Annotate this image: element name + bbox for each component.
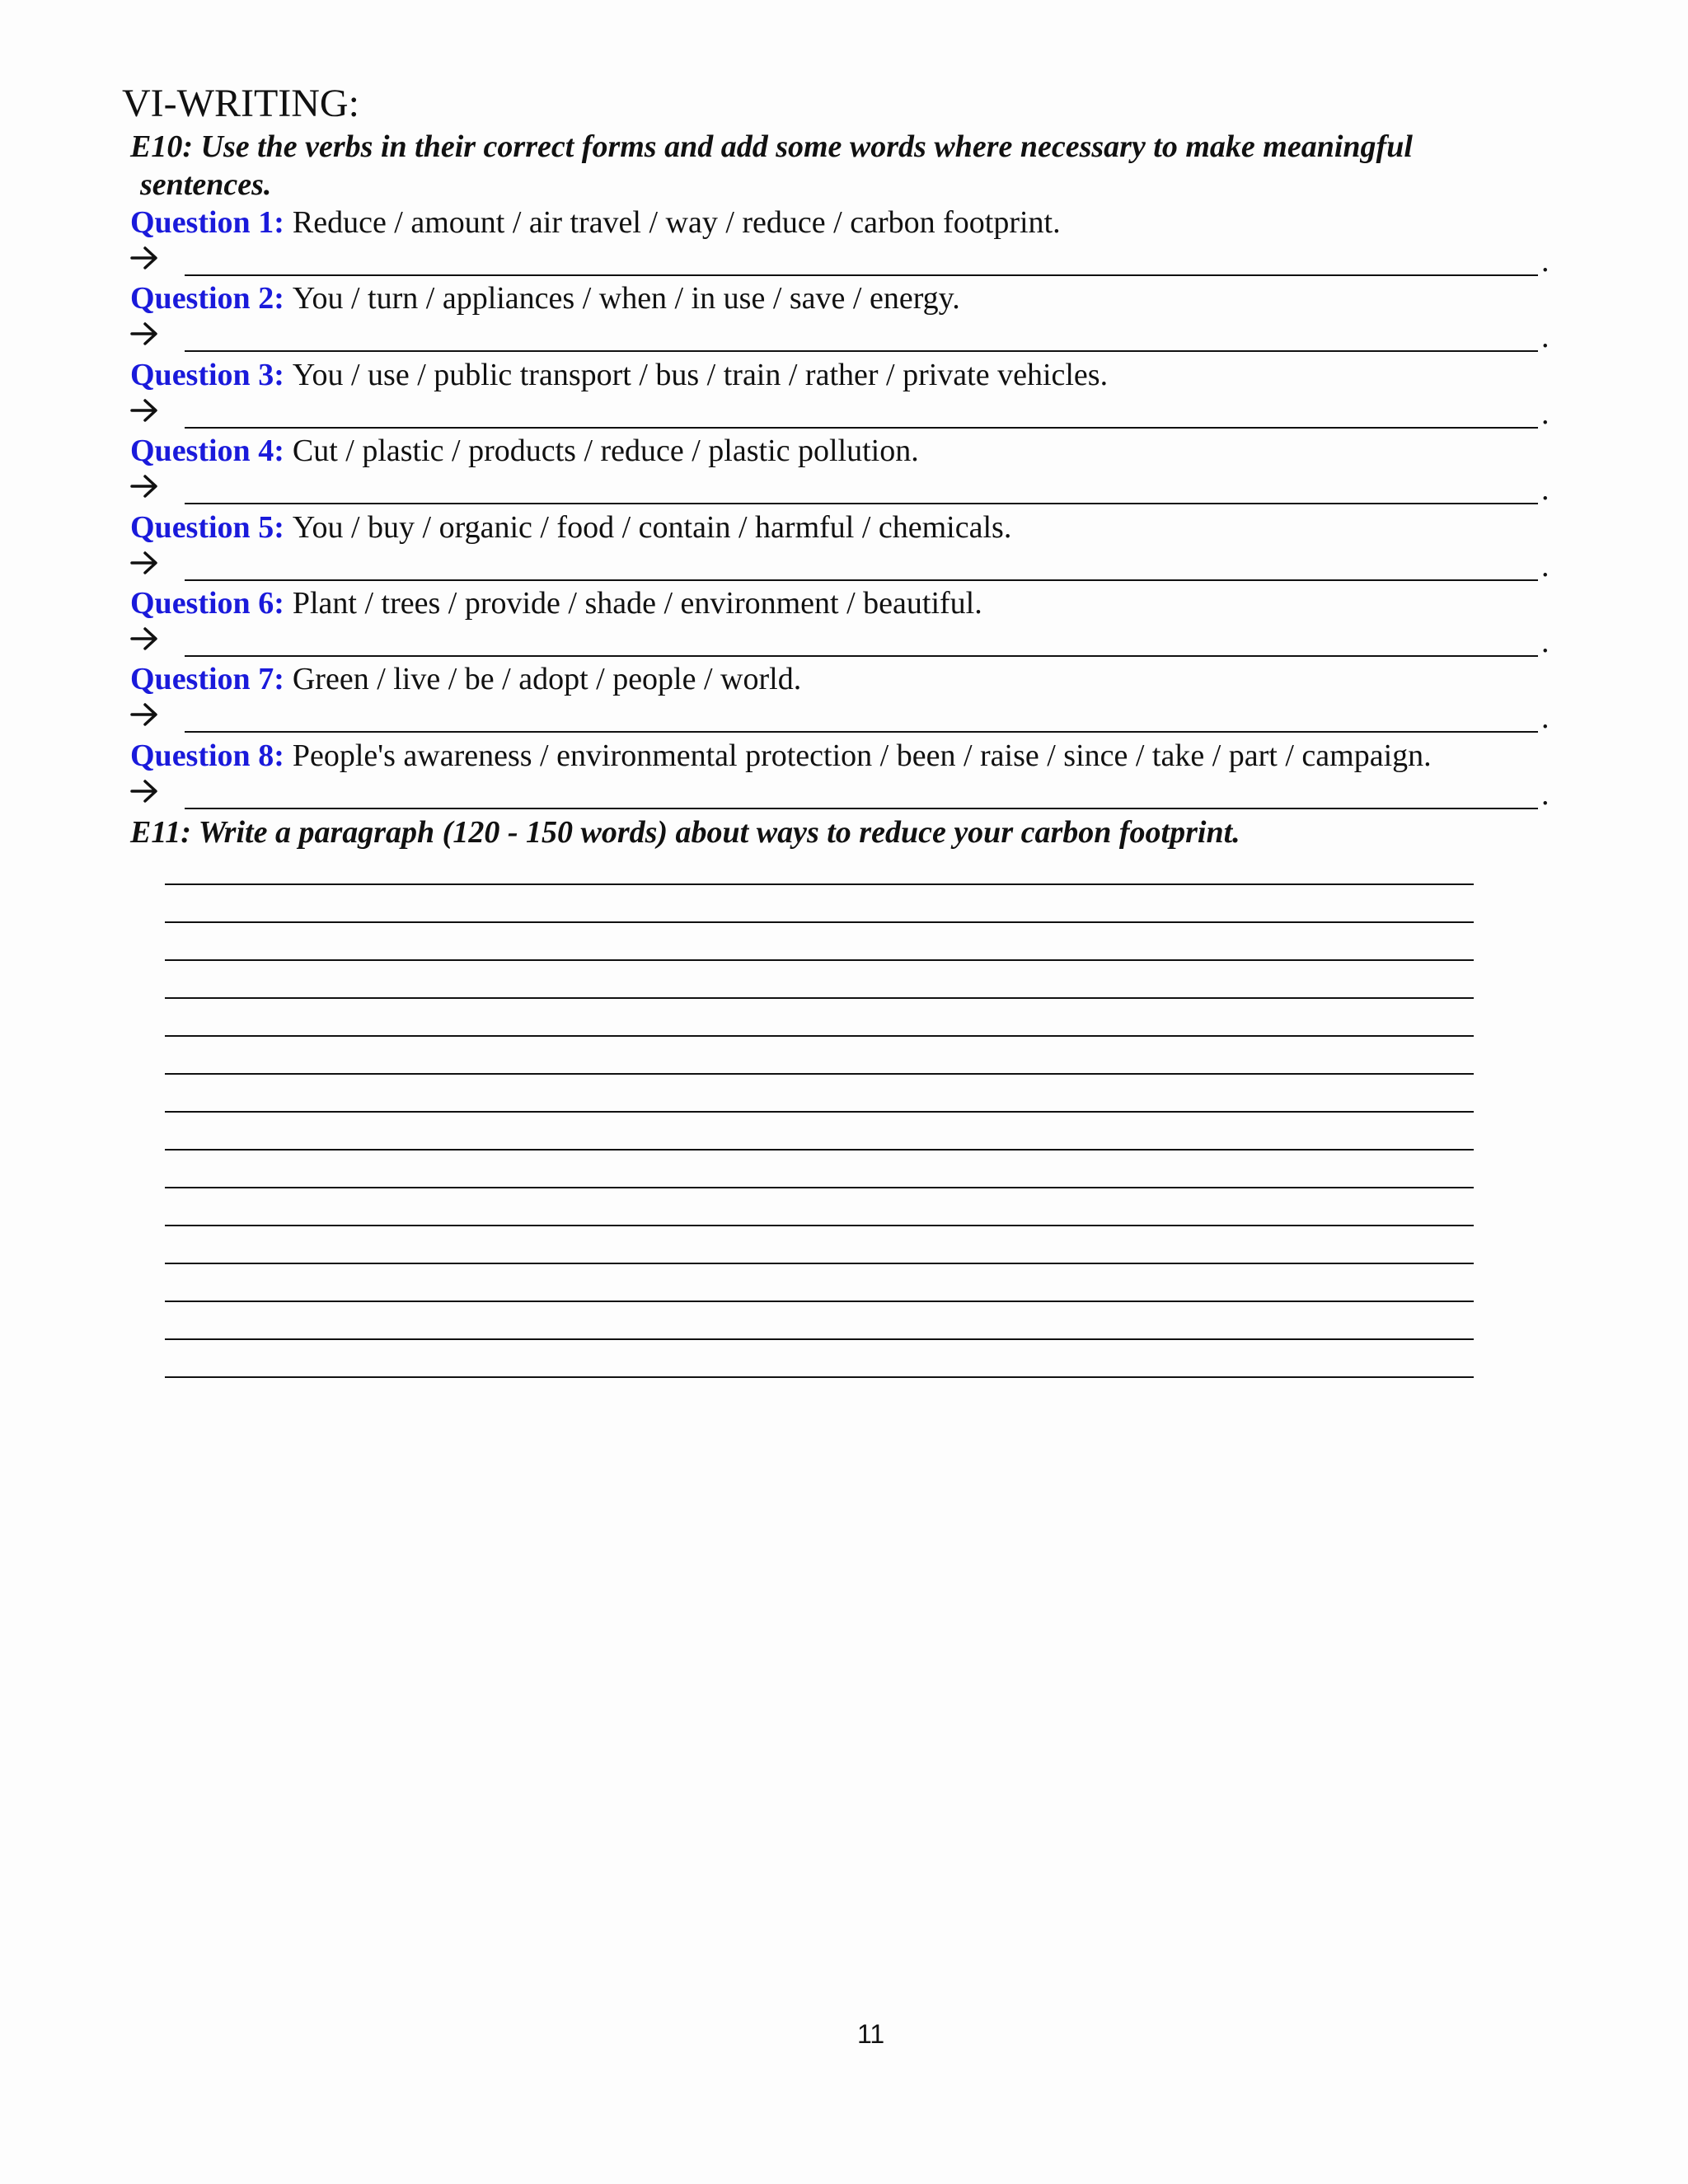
paragraph-writing-area <box>165 847 1474 1378</box>
answer-row <box>130 317 1550 355</box>
question-3 <box>130 356 1614 432</box>
writing-line[interactable] <box>165 1113 1474 1151</box>
writing-line[interactable] <box>165 1302 1474 1340</box>
question-6 <box>130 584 1614 660</box>
question-label: Question 6: <box>130 585 284 621</box>
section-title: VI-WRITING: <box>122 82 359 125</box>
writing-line[interactable] <box>165 1037 1474 1075</box>
answer-blank[interactable] <box>185 503 1538 504</box>
answer-end-mark: . <box>1541 244 1550 279</box>
answer-blank[interactable] <box>185 427 1538 429</box>
answer-row <box>130 775 1550 813</box>
question-label: Question 3: <box>130 357 284 392</box>
answer-end-mark: . <box>1541 472 1550 508</box>
e10-instruction-line2: sentences. <box>140 167 272 202</box>
writing-line[interactable] <box>165 847 1474 885</box>
question-8 <box>130 737 1614 813</box>
writing-line[interactable] <box>165 1151 1474 1188</box>
writing-line[interactable] <box>165 999 1474 1037</box>
question-prompt: Cut / plastic / products / reduce / plastic pollution. <box>292 434 919 469</box>
question-2 <box>130 279 1614 355</box>
answer-blank[interactable] <box>185 808 1538 809</box>
page-number: 11 <box>857 2019 885 2049</box>
answer-row <box>130 698 1550 736</box>
answer-end-mark: . <box>1541 396 1550 431</box>
answer-blank[interactable] <box>185 655 1538 657</box>
question-prompt: People's awareness / environmental protection / been / raise / since / take / part / campaign. <box>292 738 1432 773</box>
writing-line[interactable] <box>165 1340 1474 1378</box>
right-arrow-icon <box>130 550 160 576</box>
question-label: Question 5: <box>130 509 284 545</box>
question-prompt: Green / live / be / adopt / people / world. <box>292 662 802 697</box>
right-arrow-icon <box>130 626 160 652</box>
question-prompt: You / turn / appliances / when / in use / save / energy. <box>292 281 960 316</box>
question-list <box>130 204 1614 813</box>
answer-row <box>130 470 1550 508</box>
writing-line[interactable] <box>165 1075 1474 1113</box>
answer-end-mark: . <box>1541 320 1550 355</box>
right-arrow-icon <box>130 397 160 424</box>
answer-row <box>130 622 1550 660</box>
answer-row <box>130 394 1550 432</box>
answer-blank[interactable] <box>185 274 1538 276</box>
question-1 <box>130 204 1614 279</box>
writing-line[interactable] <box>165 1188 1474 1226</box>
writing-line[interactable] <box>165 961 1474 999</box>
question-prompt: You / buy / organic / food / contain / harmful / chemicals. <box>292 509 1012 545</box>
right-arrow-icon <box>130 245 160 271</box>
e10-instruction-line1: E10: Use the verbs in their correct forms and add some words where necessary to make meaningful <box>130 129 1413 164</box>
question-label: Question 1: <box>130 205 284 240</box>
question-label: Question 4: <box>130 434 284 469</box>
answer-blank[interactable] <box>185 731 1538 733</box>
answer-end-mark: . <box>1541 548 1550 583</box>
right-arrow-icon <box>130 701 160 728</box>
writing-line[interactable] <box>165 923 1474 961</box>
right-arrow-icon <box>130 321 160 347</box>
answer-end-mark: . <box>1541 776 1550 812</box>
answer-blank[interactable] <box>185 350 1538 352</box>
right-arrow-icon <box>130 473 160 499</box>
question-label: Question 2: <box>130 281 284 316</box>
answer-row <box>130 546 1550 584</box>
right-arrow-icon <box>130 778 160 804</box>
e11-instruction: E11: Write a paragraph (120 - 150 words) about ways to reduce your carbon footprint. <box>130 815 1240 850</box>
question-label: Question 8: <box>130 738 284 773</box>
question-prompt: Reduce / amount / air travel / way / reduce / carbon footprint. <box>292 205 1061 240</box>
answer-end-mark: . <box>1541 701 1550 736</box>
question-label: Question 7: <box>130 662 284 697</box>
answer-end-mark: . <box>1541 624 1550 659</box>
answer-blank[interactable] <box>185 579 1538 581</box>
question-prompt: You / use / public transport / bus / train / rather / private vehicles. <box>292 357 1109 392</box>
writing-line[interactable] <box>165 885 1474 923</box>
answer-row <box>130 241 1550 279</box>
writing-line[interactable] <box>165 1226 1474 1264</box>
writing-line[interactable] <box>165 1264 1474 1302</box>
question-prompt: Plant / trees / provide / shade / environment / beautiful. <box>292 585 982 621</box>
question-5 <box>130 509 1614 584</box>
question-7 <box>130 660 1614 736</box>
question-4 <box>130 432 1614 508</box>
